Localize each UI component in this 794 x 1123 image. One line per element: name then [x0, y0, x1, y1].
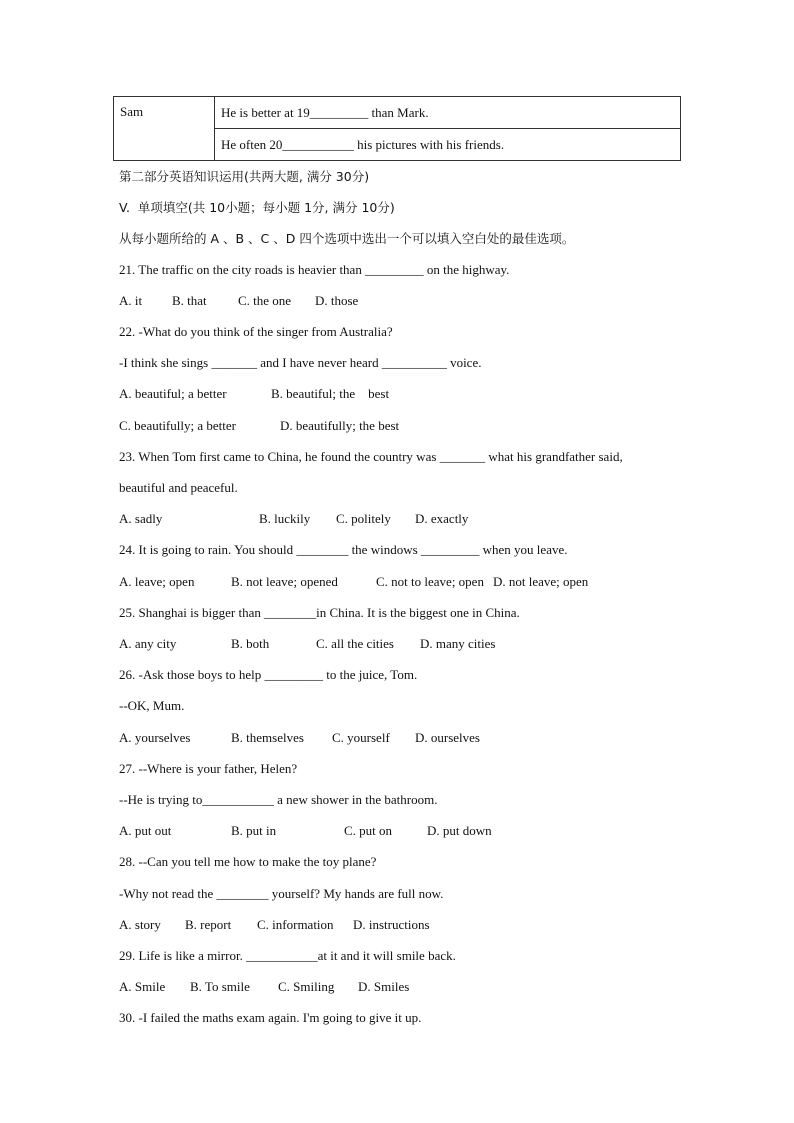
question-24-options [119, 574, 679, 590]
option-a: A. leave; open [119, 574, 195, 589]
question-26-reply: --OK, Mum. [119, 698, 185, 713]
option-c: C. information [257, 917, 334, 932]
option-a: A. story [119, 917, 161, 932]
option-b: B. both [231, 636, 270, 651]
option-a: A. any city [119, 636, 177, 651]
option-c: C. beautifully; a better [119, 418, 236, 433]
question-25-options [119, 636, 679, 652]
option-d: D. Smiles [358, 979, 410, 994]
question-28-reply: -Why not read the ________ yourself? My hands are full now. [119, 886, 444, 901]
question-22-options-ab [119, 386, 679, 402]
option-c: C. politely [336, 511, 391, 526]
option-d: D. instructions [353, 917, 430, 932]
question-28-options [119, 917, 679, 933]
question-29-options [119, 979, 679, 995]
option-b: B. luckily [259, 511, 311, 526]
question-23-stem-cont: beautiful and peaceful. [119, 480, 238, 495]
option-a: A. Smile [119, 979, 166, 994]
question-24-stem: 24. It is going to rain. You should ________ the windows _________ when you leave. [119, 542, 568, 557]
question-30-stem: 30. -I failed the maths exam again. I'm going to give it up. [119, 1010, 422, 1025]
info-table [113, 96, 681, 161]
question-26-stem: 26. -Ask those boys to help _________ to the juice, Tom. [119, 667, 418, 682]
table-name-cell: Sam [114, 97, 215, 161]
option-c: C. the one [238, 293, 292, 308]
option-a: A. sadly [119, 511, 163, 526]
question-29-stem: 29. Life is like a mirror. ___________at it and it will smile back. [119, 948, 456, 963]
option-c: C. not to leave; open [376, 574, 484, 589]
option-d: D. put down [427, 823, 492, 838]
table-cell: He often 20___________ his pictures with his friends. [215, 129, 681, 161]
question-21-options [119, 293, 679, 309]
option-a: A. put out [119, 823, 172, 838]
option-b: B. not leave; opened [231, 574, 338, 589]
question-25-stem: 25. Shanghai is bigger than ________in China. It is the biggest one in China. [119, 605, 520, 620]
question-26-options [119, 730, 679, 746]
option-a: A. yourselves [119, 730, 191, 745]
option-b: B. To smile [190, 979, 250, 994]
option-c: C. all the cities [316, 636, 394, 651]
option-d: D. those [315, 293, 359, 308]
table-row [114, 97, 681, 129]
question-21-stem: 21. The traffic on the city roads is heavier than _________ on the highway. [119, 262, 510, 277]
option-d: D. many cities [420, 636, 496, 651]
question-28-stem: 28. --Can you tell me how to make the toy plane? [119, 854, 377, 869]
question-23-options [119, 511, 679, 527]
section-v-heading: V. 单项填空(共 10小题；每小题 1分, 满分 10分) [119, 200, 395, 215]
option-b: B. beautiful; the best [271, 386, 390, 401]
question-23-stem: 23. When Tom first came to China, he found the country was _______ what his grandfather said, [119, 449, 623, 464]
question-27-options [119, 823, 679, 839]
question-22-reply: -I think she sings _______ and I have never heard __________ voice. [119, 355, 482, 370]
option-b: B. themselves [231, 730, 304, 745]
option-d: D. exactly [415, 511, 469, 526]
option-a: A. beautiful; a better [119, 386, 227, 401]
option-d: D. ourselves [415, 730, 480, 745]
option-c: C. put on [344, 823, 393, 838]
option-b: B. that [172, 293, 207, 308]
option-b: B. put in [231, 823, 277, 838]
option-c: C. Smiling [278, 979, 335, 994]
question-27-stem: 27. --Where is your father, Helen? [119, 761, 298, 776]
question-22-stem: 22. -What do you think of the singer from Australia? [119, 324, 393, 339]
option-a: A. it [119, 293, 143, 308]
question-27-reply: --He is trying to___________ a new shower in the bathroom. [119, 792, 438, 807]
option-d: D. beautifully; the best [280, 418, 400, 433]
table-cell: He is better at 19_________ than Mark. [215, 97, 681, 129]
option-c: C. yourself [332, 730, 390, 745]
question-22-options-cd [119, 418, 679, 434]
part2-heading: 第二部分英语知识运用(共两大题, 满分 30分) [119, 169, 370, 184]
instructions: 从每小题所给的 A 、B 、C 、D 四个选项中选出一个可以填入空白处的最佳选项。 [119, 231, 575, 246]
option-d: D. not leave; open [493, 574, 589, 589]
option-b: B. report [185, 917, 232, 932]
